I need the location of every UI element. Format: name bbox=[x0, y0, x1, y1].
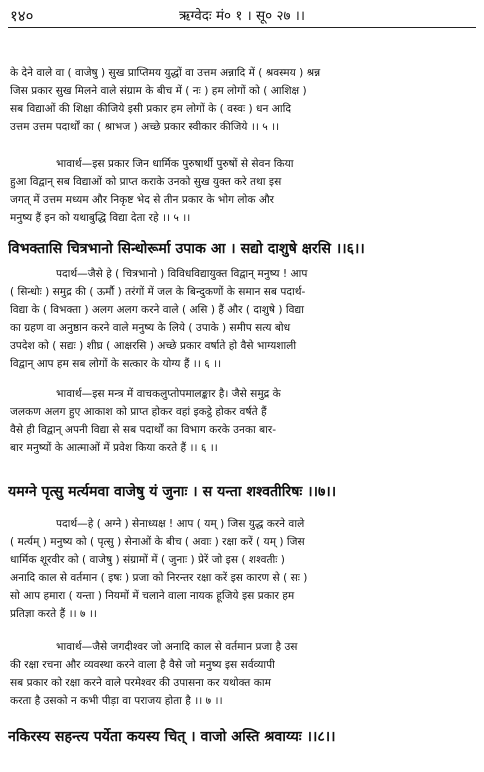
text-line: जिस प्रकार सुख मिलने वाले संग्राम के बीच में ( नः ) हम लोगों को ( आशिक्ष ) bbox=[10, 85, 307, 97]
text-line: की रक्षा रचना और व्यवस्था करने वाला है वैसे जो मनुष्य इस सर्वव्यापी bbox=[10, 659, 275, 671]
text-line: ( सिन्धोः ) समुद्र की ( ऊर्मौ ) तरंगों में जल के बिन्दुकणों के समान सब पदार्थ- bbox=[10, 286, 306, 298]
text-line: सब प्रकार को रक्षा करने वाले परमेश्वर की उपासना कर यथोक्त काम bbox=[10, 677, 271, 689]
verse-7: यमग्ने पृत्सु मर्त्यमवा वाजेषु यं जुनाः । स यन्ता शश्वतीरिषः ।।७।। bbox=[8, 484, 337, 500]
text-line: सब विद्याओं की शिक्षा कीजिये इसी प्रकार हम लोगों के ( वस्वः ) धन आदि bbox=[10, 103, 292, 115]
verse-8: नकिरस्य सहन्त्य पर्येता कयस्य चित् । वाजो अस्ति श्रवाय्यः ।।८।। bbox=[8, 729, 336, 745]
text-line: जलकण अलग हुए आकाश को प्राप्त होकर वहां इकट्ठे होकर वर्षते हैं bbox=[10, 406, 267, 418]
text-line: पदार्थ—जैसे हे ( चित्रभानो ) विविधविद्यायुक्त विद्वान् मनुष्य ! आप bbox=[56, 268, 308, 280]
text-line: जगत् में उत्तम मध्यम और निकृष्ट भेद से तीन प्रकार के भोग लोक और bbox=[10, 194, 275, 206]
text-line: विद्या के ( विभक्ता ) अलग अलग करने वाले ( असि ) हैं और ( दाशुषे ) विद्या bbox=[10, 304, 304, 316]
text-line: धार्मिक शूरवीर को ( वाजेषु ) संग्रामों में ( जुनाः ) प्रेरें जो इस ( शश्वतीः ) bbox=[10, 554, 285, 566]
text-line: उत्तम उत्तम पदार्थों का ( श्राभज ) अच्छे प्रकार स्वीकार कीजिये ।। ५ ।। bbox=[10, 121, 280, 133]
text-line: वैसे ही विद्वान् अपनी विद्या से सब पदार्थों का विभाग करके उनका बार- bbox=[10, 424, 277, 436]
text-line: भावार्थ—इस प्रकार जिन धार्मिक पुरुषार्थी पुरुषों से सेवन किया bbox=[56, 158, 294, 170]
text-line: पदार्थ—हे ( अग्ने ) सेनाध्यक्ष ! आप ( यम् ) जिस युद्ध करने वाले bbox=[56, 518, 305, 530]
text-line: उपदेश को ( सद्यः ) शीघ्र ( आक्षरसि ) अच्छे प्रकार वर्षाते हो वैसे भाग्यशाली bbox=[10, 340, 297, 352]
text-line: सो आप हमारा ( यन्ता ) नियमों में चलाने वाला नायक हूजिये इस प्रकार हम bbox=[10, 590, 295, 602]
text-line: अनादि काल से वर्तमान ( इषः ) प्रजा को निरन्तर रक्षा करें इस कारण से ( सः ) bbox=[10, 572, 308, 584]
verse-6: विभक्तासि चित्रभानो सिन्धोरूर्मा उपाक आ । सद्यो दाशुषे क्षरसि ।।६।। bbox=[8, 241, 365, 257]
page-number: १४० bbox=[10, 7, 34, 25]
text-line: के देने वाले वा ( वाजेषु ) सुख प्राप्तिमय युद्धों वा उत्तम अन्नादि में ( श्रवस्मय ) श्रन्न bbox=[10, 67, 321, 79]
page-header bbox=[0, 6, 484, 28]
text-line: भावार्थ—इस मन्त्र में वाचकलुप्तोपमालङ्कार है। जैसे समुद्र के bbox=[56, 388, 281, 400]
running-head: ऋग्वेदः मं० १ । सू० २७ ।। bbox=[178, 8, 306, 24]
header-rule bbox=[8, 27, 476, 28]
text-line: विद्वान् आप हम सब लोगों के सत्कार के योग्य हैं ।। ६ ।। bbox=[10, 358, 222, 370]
text-line: का ग्रहण वा अनुष्ठान करने वाले मनुष्य के लिये ( उपाके ) समीप सत्य बोध bbox=[10, 322, 291, 334]
text-line: प्रतिज्ञा करते हैं ।। ७ ।। bbox=[10, 608, 97, 620]
text-line: बार मनुष्यों के आत्माओं में प्रवेश किया करते हैं ।। ६ ।। bbox=[10, 442, 218, 454]
text-line: करता है उसको न कभी पीड़ा वा पराजय होता है ।। ७ ।। bbox=[10, 695, 223, 707]
text-line: ( मर्त्यम् ) मनुष्य को ( पृत्सु ) सेनाओं के बीच ( अवाः ) रक्षा करें ( यम् ) जिस bbox=[10, 536, 305, 548]
text-line: भावार्थ—जैसे जगदीश्वर जो अनादि काल से वर्तमान प्रजा है उस bbox=[56, 641, 298, 653]
text-line: मनुष्य हैं इन को यथाबुद्धि विद्या देता रहे ।। ५ ।। bbox=[10, 212, 191, 224]
text-line: हुआ विद्वान् सब विद्याओं को प्राप्त कराके उनको सुख युक्त करे तथा इस bbox=[10, 176, 282, 188]
